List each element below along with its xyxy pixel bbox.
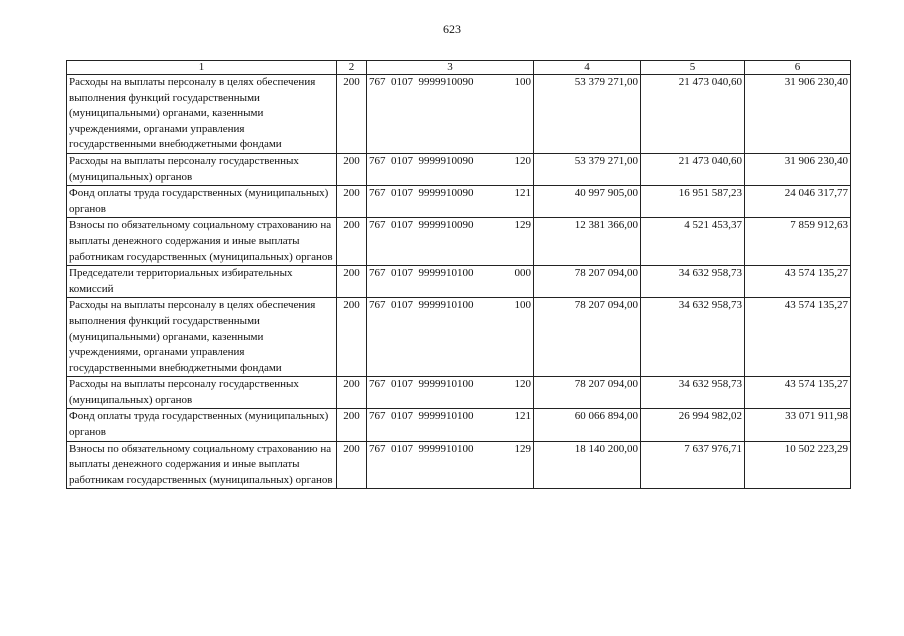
row-value-5: 21 473 040,60: [641, 75, 745, 154]
row-value-4: 12 381 366,00: [534, 218, 641, 266]
row-group-code: 200: [337, 75, 367, 154]
row-value-5: 4 521 453,37: [641, 218, 745, 266]
row-value-5: 34 632 958,73: [641, 266, 745, 298]
row-group-code: 200: [337, 377, 367, 409]
column-header-2: 2: [337, 61, 367, 75]
table-row: [67, 409, 851, 441]
row-codes: 767 0107 9999910100: [369, 442, 474, 455]
row-codes-cell: [367, 75, 534, 154]
row-name: Взносы по обязательному социальному страхованию на выплаты денежного содержания и иные выплаты работникам государственных (муниципальных) органов: [67, 441, 337, 489]
row-name: Расходы на выплаты персоналу в целях обеспечения выполнения функций государственными (муниципальными) органами, казенными учреждениями, органами управления государственными внебюджетными фондами: [67, 298, 337, 377]
row-codes-cell: [367, 218, 534, 266]
table-row: [67, 298, 851, 377]
row-codes: 767 0107 9999910090: [369, 76, 474, 88]
row-expense-type: 129: [514, 442, 531, 455]
row-value-4: 78 207 094,00: [534, 266, 641, 298]
row-value-4: 53 379 271,00: [534, 153, 641, 185]
table-row: [67, 377, 851, 409]
row-group-code: 200: [337, 298, 367, 377]
row-value-6: 24 046 317,77: [745, 186, 851, 218]
budget-table: [66, 60, 851, 489]
row-codes-cell: [367, 409, 534, 441]
column-header-4: 4: [534, 61, 641, 75]
row-expense-type: 100: [514, 299, 531, 312]
row-name: Расходы на выплаты персоналу государственных (муниципальных) органов: [67, 377, 337, 409]
row-codes: 767 0107 9999910100: [369, 267, 474, 280]
row-expense-type: 121: [514, 187, 531, 200]
row-name: Расходы на выплаты персоналу государственных (муниципальных) органов: [67, 153, 337, 185]
row-value-4: 78 207 094,00: [534, 298, 641, 377]
row-value-5: 7 637 976,71: [641, 441, 745, 489]
row-value-6: 43 574 135,27: [745, 377, 851, 409]
row-codes: 767 0107 9999910100: [369, 378, 474, 391]
row-value-6: 33 071 911,98: [745, 409, 851, 441]
column-header-3: 3: [367, 61, 534, 75]
row-codes: 767 0107 9999910090: [369, 219, 474, 232]
row-name: Фонд оплаты труда государственных (муниципальных) органов: [67, 409, 337, 441]
row-expense-type: 120: [514, 154, 531, 167]
row-codes: 767 0107 9999910100: [369, 299, 474, 312]
table-row: [67, 153, 851, 185]
row-group-code: 200: [337, 153, 367, 185]
row-codes-cell: [367, 298, 534, 377]
table-row: [67, 266, 851, 298]
row-codes-cell: [367, 377, 534, 409]
row-codes-cell: [367, 153, 534, 185]
row-expense-type: 120: [514, 378, 531, 391]
row-value-5: 34 632 958,73: [641, 298, 745, 377]
row-value-6: 43 574 135,27: [745, 298, 851, 377]
row-value-5: 21 473 040,60: [641, 153, 745, 185]
row-name: Расходы на выплаты персоналу в целях обеспечения выполнения функций государственными (муниципальными) органами, казенными учреждениями, органами управления государственными внебюджетными фондами: [67, 75, 337, 154]
row-expense-type: 100: [514, 76, 531, 88]
column-header-5: 5: [641, 61, 745, 75]
row-value-5: 26 994 982,02: [641, 409, 745, 441]
table-header-row: [67, 61, 851, 75]
row-value-4: 60 066 894,00: [534, 409, 641, 441]
row-group-code: 200: [337, 409, 367, 441]
table-row: [67, 441, 851, 489]
row-value-4: 18 140 200,00: [534, 441, 641, 489]
row-name: Фонд оплаты труда государственных (муниципальных) органов: [67, 186, 337, 218]
row-value-6: 31 906 230,40: [745, 153, 851, 185]
row-value-5: 34 632 958,73: [641, 377, 745, 409]
row-name: Председатели территориальных избирательных комиссий: [67, 266, 337, 298]
row-codes: 767 0107 9999910090: [369, 187, 474, 200]
row-codes-cell: [367, 441, 534, 489]
row-value-4: 78 207 094,00: [534, 377, 641, 409]
row-expense-type: 129: [514, 219, 531, 232]
row-value-4: 53 379 271,00: [534, 75, 641, 154]
row-codes-cell: [367, 266, 534, 298]
row-group-code: 200: [337, 441, 367, 489]
row-expense-type: 121: [514, 410, 531, 423]
row-codes-cell: [367, 186, 534, 218]
row-value-6: 7 859 912,63: [745, 218, 851, 266]
row-codes: 767 0107 9999910090: [369, 154, 474, 167]
page-number: 623: [443, 22, 461, 36]
row-group-code: 200: [337, 266, 367, 298]
row-value-6: 10 502 223,29: [745, 441, 851, 489]
table-row: [67, 186, 851, 218]
row-group-code: 200: [337, 186, 367, 218]
table-row: [67, 75, 851, 154]
row-group-code: 200: [337, 218, 367, 266]
row-value-6: 43 574 135,27: [745, 266, 851, 298]
table-row: [67, 218, 851, 266]
row-value-5: 16 951 587,23: [641, 186, 745, 218]
column-header-1: 1: [67, 61, 337, 75]
row-value-4: 40 997 905,00: [534, 186, 641, 218]
row-value-6: 31 906 230,40: [745, 75, 851, 154]
row-expense-type: 000: [514, 267, 531, 280]
column-header-6: 6: [745, 61, 851, 75]
row-name: Взносы по обязательному социальному страхованию на выплаты денежного содержания и иные выплаты работникам государственных (муниципальных) органов: [67, 218, 337, 266]
row-codes: 767 0107 9999910100: [369, 410, 474, 423]
